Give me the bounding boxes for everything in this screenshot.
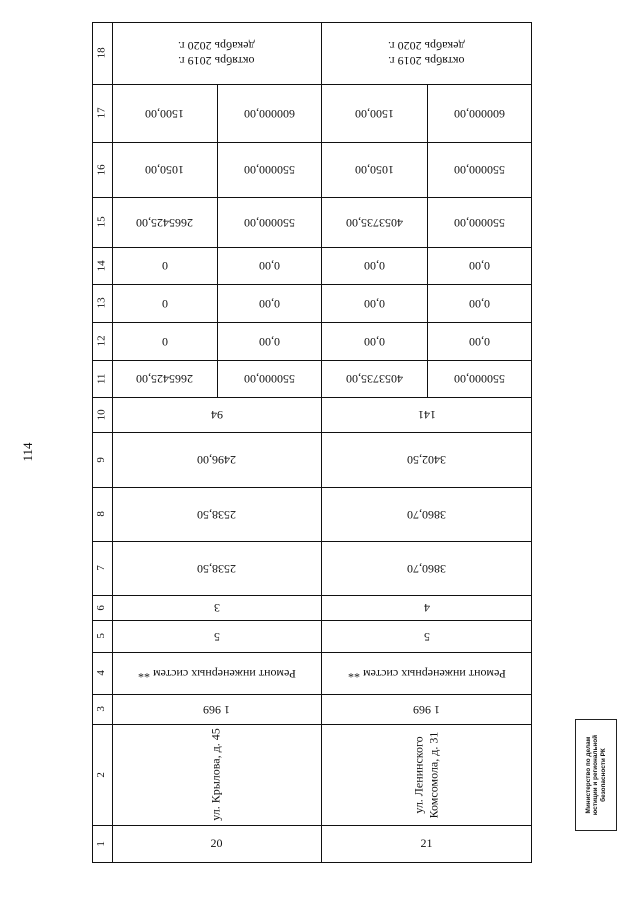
- address-line: Комсомола, д. 31: [426, 731, 441, 818]
- construction-table: [92, 22, 532, 862]
- cell-value: 141: [417, 408, 436, 422]
- table-cell: [112, 487, 321, 541]
- table-cell: [321, 247, 427, 284]
- period-line: декабрь 2020 г.: [388, 39, 465, 53]
- table-cell: [321, 397, 532, 432]
- cell-value: 4053735,00: [345, 372, 403, 386]
- column-number-cell: [92, 247, 112, 284]
- table-cell: [321, 360, 427, 397]
- table-cell: [321, 694, 532, 724]
- table-cell: [217, 142, 321, 197]
- table-cell: [112, 432, 321, 487]
- cell-value: 4053735,00: [345, 215, 403, 230]
- table-cell: [217, 322, 321, 360]
- table-border-bottom: [92, 862, 532, 863]
- column-number: 18: [95, 47, 108, 59]
- cell-value: 3860,70: [407, 507, 446, 522]
- column-number-cell: [92, 360, 112, 397]
- table-cell: [217, 197, 321, 247]
- table-cell: [321, 84, 427, 142]
- column-number-cell: [92, 322, 112, 360]
- cell-value: 0,00: [363, 334, 385, 349]
- cell-value: 550000,00: [454, 163, 505, 177]
- work-period: [178, 38, 255, 68]
- column-number: 6: [95, 604, 108, 611]
- cell-value: 5: [213, 629, 220, 644]
- cell-value: 550000,00: [243, 163, 295, 177]
- table-cell: [427, 197, 532, 247]
- column-number: 9: [95, 456, 108, 463]
- table-cell: [112, 22, 321, 84]
- table-cell: [321, 541, 532, 595]
- column-number-cell: [92, 432, 112, 487]
- table-cell: [112, 84, 217, 142]
- cell-value: 0: [161, 259, 168, 273]
- column-number-cell: [92, 487, 112, 541]
- cell-value: 0,00: [258, 296, 280, 311]
- table-cell: [321, 322, 427, 360]
- cell-value: 0: [161, 296, 168, 311]
- table-cell: [217, 247, 321, 284]
- table-cell: [321, 825, 532, 862]
- table-cell: [112, 360, 217, 397]
- table-cell: [321, 595, 532, 620]
- column-number-cell: [92, 620, 112, 652]
- column-number: 13: [95, 297, 108, 309]
- table-cell: [112, 541, 321, 595]
- period-line: октябрь 2019 г.: [178, 54, 255, 68]
- column-number-cell: [92, 694, 112, 724]
- address-text: [209, 728, 224, 820]
- column-number-cell: [92, 197, 112, 247]
- column-number: 3: [95, 706, 108, 712]
- table-cell: [427, 84, 532, 142]
- table-cell: [112, 197, 217, 247]
- table-cell: [112, 595, 321, 620]
- column-number-cell: [92, 541, 112, 595]
- table-cell: [427, 284, 532, 322]
- cell-value: 2665425,00: [136, 372, 193, 386]
- cell-value: 94: [210, 408, 223, 422]
- cell-value: 2496,00: [197, 453, 236, 467]
- cell-value: 0,00: [363, 259, 385, 273]
- column-number: 5: [95, 633, 108, 639]
- table-cell: [321, 284, 427, 322]
- table-cell: [321, 487, 532, 541]
- cell-value: 600000,00: [243, 106, 295, 121]
- row-number: 20: [210, 836, 223, 850]
- cell-value: 3860,70: [407, 561, 446, 576]
- column-number-cell: [92, 22, 112, 84]
- stamp-line: Министерство по делам: [584, 736, 592, 814]
- period-line: декабрь 2020 г.: [178, 39, 255, 53]
- cell-value: 1050,00: [145, 163, 184, 177]
- table-cell: [427, 322, 532, 360]
- column-number: 11: [95, 373, 108, 384]
- table-cell: [321, 142, 427, 197]
- cell-value: 4: [423, 601, 430, 615]
- table-cell: [112, 284, 217, 322]
- column-number: 1: [95, 840, 108, 847]
- table-cell: [112, 724, 321, 825]
- cell-value: 550000,00: [454, 372, 505, 386]
- period-line: октябрь 2019 г.: [388, 54, 465, 68]
- address-line: ул. Крылова, д. 45: [209, 728, 223, 821]
- column-number-cell: [92, 284, 112, 322]
- table-cell: [112, 825, 321, 862]
- table-cell: [112, 247, 217, 284]
- cell-value: 1 969: [203, 702, 230, 717]
- column-number-cell: [92, 84, 112, 142]
- column-number: 10: [95, 409, 108, 420]
- address-line: ул. Ленинского: [411, 735, 426, 814]
- table-cell: [321, 652, 532, 694]
- column-number-cell: [92, 652, 112, 694]
- cell-value: 1500,00: [354, 106, 394, 121]
- column-number: 15: [95, 216, 108, 228]
- cell-value: 550000,00: [243, 215, 295, 230]
- table-cell: [112, 397, 321, 432]
- cell-value: Ремонт инженерных систем **: [347, 666, 506, 681]
- table-cell: [321, 22, 532, 84]
- table-cell: [321, 620, 532, 652]
- table-cell: [217, 284, 321, 322]
- column-number-cell: [92, 825, 112, 862]
- work-period: [388, 38, 465, 68]
- table-cell: [217, 360, 321, 397]
- table-cell: [321, 432, 532, 487]
- cell-value: 2665425,00: [136, 215, 193, 230]
- column-number: 17: [95, 107, 108, 119]
- column-number: 14: [95, 260, 108, 271]
- table-cell: [427, 247, 532, 284]
- row-number: 21: [420, 836, 433, 850]
- cell-value: 0,00: [469, 296, 490, 311]
- cell-value: 0,00: [258, 259, 280, 273]
- table-cell: [112, 620, 321, 652]
- cell-value: 550000,00: [454, 215, 505, 230]
- address-text: [411, 731, 441, 818]
- cell-value: 5: [423, 629, 430, 644]
- cell-value: 0: [161, 334, 168, 349]
- table-cell: [321, 197, 427, 247]
- column-number-cell: [92, 397, 112, 432]
- cell-value: 550000,00: [243, 372, 295, 386]
- cell-value: 1050,00: [354, 163, 394, 177]
- cell-value: 1 969: [413, 702, 440, 717]
- table-cell: [112, 322, 217, 360]
- table-cell: [427, 360, 532, 397]
- cell-value: 0,00: [258, 334, 280, 349]
- column-number-cell: [92, 724, 112, 825]
- cell-value: 0,00: [469, 259, 490, 273]
- cell-value: 1500,00: [145, 106, 184, 121]
- cell-value: 0,00: [469, 334, 490, 349]
- column-number: 4: [95, 670, 108, 676]
- column-number-cell: [92, 142, 112, 197]
- cell-value: 2538,50: [197, 561, 236, 576]
- cell-value: 2538,50: [197, 507, 236, 522]
- cell-value: 600000,00: [454, 106, 505, 121]
- column-number: 16: [95, 164, 108, 175]
- column-number: 7: [95, 565, 108, 571]
- stamp-line: безопасности РК: [599, 748, 607, 802]
- column-number: 12: [95, 335, 108, 347]
- table-cell: [427, 142, 532, 197]
- column-number: 2: [95, 771, 108, 778]
- table-cell: [321, 724, 532, 825]
- cell-value: 3402,50: [407, 453, 446, 467]
- page-number: 114: [20, 442, 35, 462]
- stamp-text: [585, 735, 607, 815]
- cell-value: 3: [213, 601, 220, 615]
- registration-stamp: [575, 719, 617, 831]
- table-cell: [112, 142, 217, 197]
- stamp-line: юстиции и региональной: [592, 734, 600, 816]
- column-number-cell: [92, 595, 112, 620]
- table-cell: [112, 694, 321, 724]
- table-cell: [112, 652, 321, 694]
- column-number: 8: [95, 511, 108, 517]
- cell-value: Ремонт инженерных систем **: [137, 666, 296, 681]
- table-cell: [217, 84, 321, 142]
- cell-value: 0,00: [363, 296, 385, 311]
